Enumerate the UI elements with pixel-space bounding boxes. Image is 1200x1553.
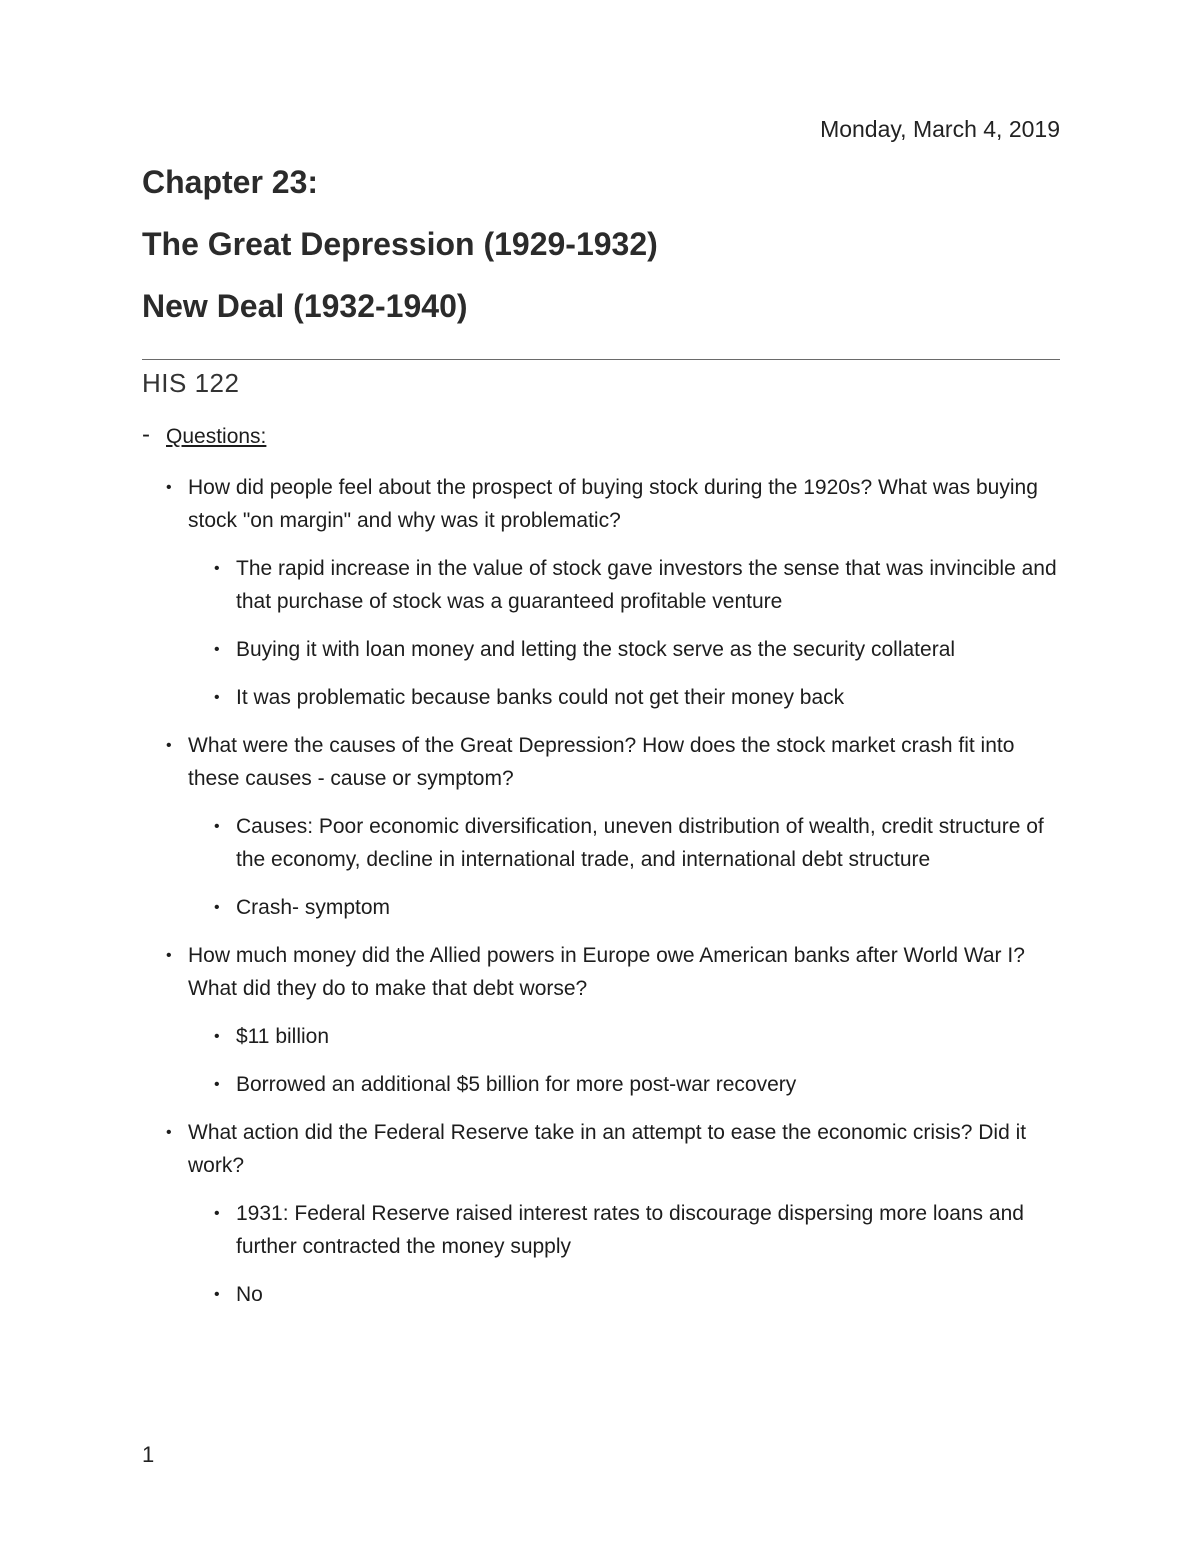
- course-code: HIS 122: [142, 368, 240, 398]
- bullet-icon: •: [214, 641, 220, 658]
- title-block: [142, 160, 1060, 346]
- answer-text: 1931: Federal Reserve raised interest rates to discourage dispersing more loans and further contracted the money supply: [236, 1202, 1024, 1258]
- answer-item: [142, 1197, 1062, 1263]
- bullet-icon: •: [166, 947, 172, 964]
- page-number: 1: [142, 1442, 155, 1467]
- answer-item: [142, 891, 1062, 924]
- question-text: How did people feel about the prospect of buying stock during the 1920s? What was buying stock "on margin" and why was it problematic?: [188, 476, 1038, 532]
- answer-item: [142, 1020, 1062, 1053]
- question-item: [142, 1116, 1062, 1182]
- answer-text: Causes: Poor economic diversification, uneven distribution of wealth, credit structure of the economy, decline in international trade, and international debt structure: [236, 815, 1044, 871]
- bullet-icon: •: [214, 818, 220, 835]
- answer-text: It was problematic because banks could not get their money back: [236, 686, 845, 709]
- document-date: Monday, March 4, 2019: [820, 116, 1060, 142]
- question-text: How much money did the Allied powers in Europe owe American banks after World War I? What did they do to make that debt worse?: [188, 944, 1025, 1000]
- answer-text: The rapid increase in the value of stock gave investors the sense that was invincible and that purchase of stock was a guaranteed profitable venture: [236, 557, 1057, 613]
- bullet-icon: •: [214, 899, 220, 916]
- bullet-icon: •: [214, 1028, 220, 1045]
- answer-item: [142, 552, 1062, 618]
- horizontal-divider: [142, 359, 1060, 360]
- answer-item: [142, 681, 1062, 714]
- question-item: [142, 729, 1062, 795]
- answer-item: [142, 1068, 1062, 1101]
- question-item: [142, 939, 1062, 1005]
- answer-item: [142, 1278, 1062, 1311]
- bullet-icon: •: [166, 737, 172, 754]
- bullet-icon: •: [166, 1124, 172, 1141]
- bullet-icon: •: [214, 1286, 220, 1303]
- dash-marker: -: [142, 421, 150, 448]
- answer-text: No: [236, 1283, 263, 1306]
- new-deal-title: New Deal (1932-1940): [142, 288, 468, 324]
- bullet-icon: •: [214, 560, 220, 577]
- question-text: What were the causes of the Great Depression? How does the stock market crash fit into these causes - cause or symptom?: [188, 734, 1015, 790]
- bullet-icon: •: [166, 479, 172, 496]
- section-heading: [142, 420, 1062, 456]
- chapter-title: Chapter 23:: [142, 164, 319, 200]
- answer-item: [142, 810, 1062, 876]
- answer-text: $11 billion: [236, 1025, 330, 1048]
- bullet-icon: •: [214, 689, 220, 706]
- answer-text: Borrowed an additional $5 billion for more post-war recovery: [236, 1073, 797, 1096]
- bullet-icon: •: [214, 1205, 220, 1222]
- section-label: Questions:: [166, 425, 267, 448]
- answer-text: Buying it with loan money and letting the stock serve as the security collateral: [236, 638, 956, 661]
- depression-title: The Great Depression (1929-1932): [142, 226, 658, 262]
- question-item: [142, 471, 1062, 537]
- answer-item: [142, 633, 1062, 666]
- notes-content: [142, 420, 1062, 1311]
- bullet-icon: •: [214, 1076, 220, 1093]
- question-text: What action did the Federal Reserve take in an attempt to ease the economic crisis? Did it work?: [188, 1121, 1027, 1177]
- answer-text: Crash- symptom: [236, 896, 391, 919]
